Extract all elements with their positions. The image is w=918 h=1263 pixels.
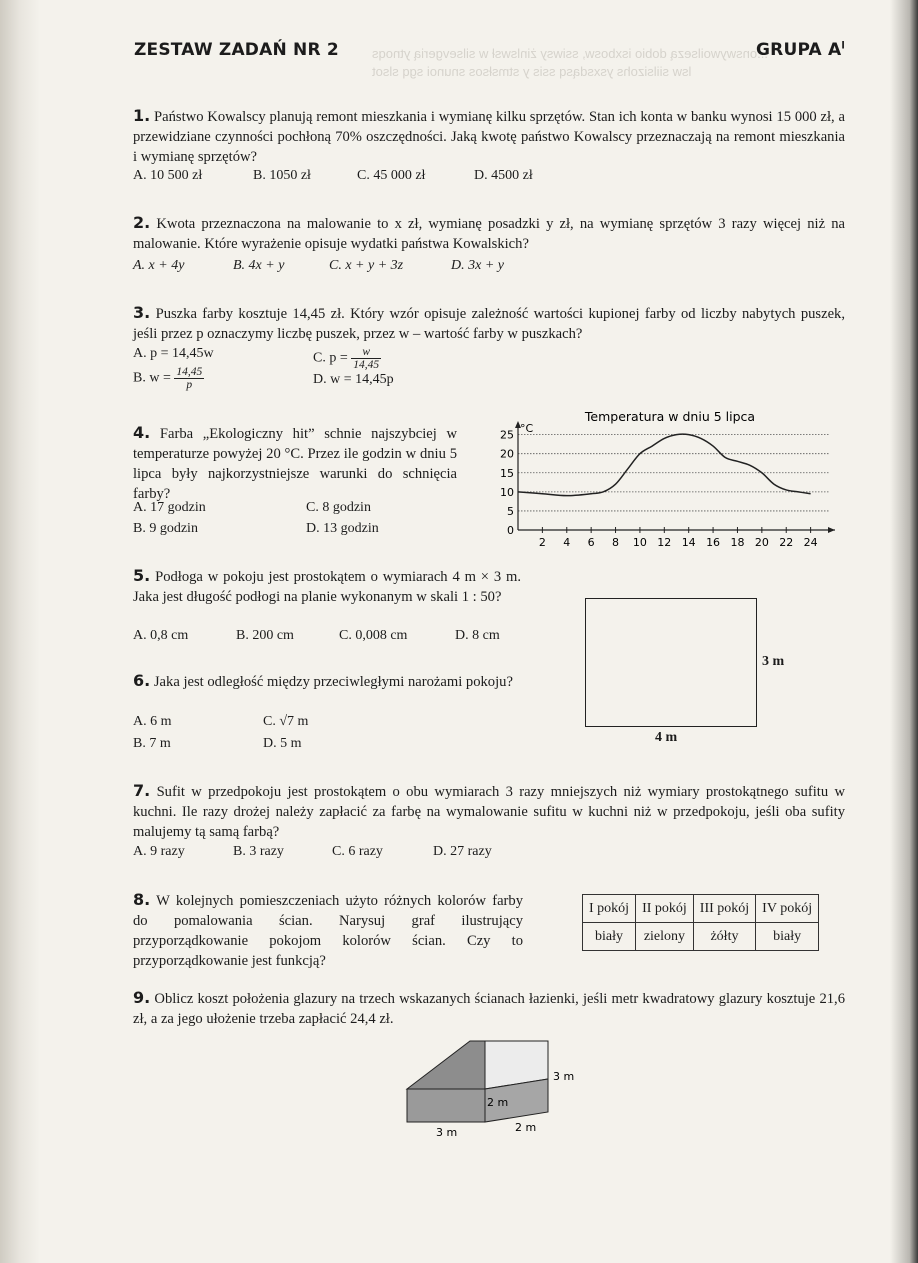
- chart-y-tick-label: 25: [500, 428, 514, 442]
- task-4: [133, 423, 457, 504]
- back-wall-tiled: [407, 1041, 485, 1089]
- table-row: [583, 923, 819, 951]
- room-rectangle: [585, 598, 757, 727]
- task-4-text: Farba „Ekologiczny hit” schnie najszybciej w temperaturze powyżej 20 °C. Przez ile godzin w dniu 5 lipca były najkorzystniejsze warunki do schnięcia farby?: [133, 426, 457, 502]
- table-cell: zielony: [636, 923, 694, 951]
- task-2-option-b[interactable]: B. 4x + y: [233, 258, 285, 273]
- ghost-text-line-1: ...onswywoilsezą dobio isxbosw, ssiwsy żinlswsł w silsevgerią ytnoqs: [372, 46, 768, 61]
- chart-x-tick-label: 20: [754, 536, 769, 549]
- fraction-numerator: w: [351, 346, 381, 359]
- task-5-option-b[interactable]: B. 200 cm: [236, 628, 294, 643]
- group-label-text: GRUPA A: [756, 40, 842, 60]
- task-6-number: 6.: [133, 671, 151, 690]
- group-label: GRUPA $A^l$: [756, 40, 846, 60]
- task-4-option-a[interactable]: A. 17 godzin: [133, 500, 206, 515]
- task-2-number: 2.: [133, 213, 151, 232]
- table-header-row: [583, 895, 819, 923]
- table-cell: żółty: [693, 923, 755, 951]
- task-8-number: 8.: [133, 890, 151, 909]
- chart-x-tick-label: 2: [538, 536, 546, 549]
- task-3: [133, 303, 845, 344]
- task-3-option-b-lhs: B. w =: [133, 370, 171, 386]
- rectangle-width-label: 4 m: [655, 730, 678, 745]
- chart-y-tick-label: 5: [507, 504, 514, 518]
- task-5-option-a[interactable]: A. 0,8 cm: [133, 628, 189, 643]
- task-3-option-b[interactable]: [133, 366, 204, 391]
- task-6-option-a[interactable]: A. 6 m: [133, 714, 172, 729]
- page-title: ZESTAW ZADAŃ NR 2: [134, 40, 339, 60]
- rectangle-height-label: 3 m: [762, 654, 785, 669]
- task-3-text: Puszka farby kosztuje 14,45 zł. Który wzór opisuje zależność wartości kupionej farby od liczby nabytych puszek, jeśli przez p oznaczymy liczbę puszek, przez w – wartość farby w puszkach?: [133, 306, 845, 342]
- task-8-text: W kolejnych pomieszczeniach użyto różnych kolorów farby do pomalowania ścian. Narysuj graf ilustrujący przyporządkowanie pokojom kolorów ścian. Czy to przyporządkowanie jest funkcją?: [133, 893, 523, 969]
- task-1-number: 1.: [133, 106, 151, 125]
- front-wall-tiled: [407, 1089, 485, 1122]
- chart-axes: [515, 421, 835, 533]
- table-cell: biały: [756, 923, 819, 951]
- task-1-option-b[interactable]: B. 1050 zł: [253, 168, 311, 183]
- chart-y-tick-label: 20: [500, 447, 514, 461]
- task-1-text: Państwo Kowalscy planują remont mieszkania i wymianę kilku sprzętów. Stan ich konta w banku wynosi 15 000 zł, a przewidziane czynności pochłoną 70% oszczędności. Jaką kwotę państwo Kowalscy przeznaczają na remont mieszkania i wymianę sprzętów?: [133, 109, 845, 165]
- task-1: [133, 106, 845, 167]
- task-5-option-d[interactable]: D. 8 cm: [455, 628, 500, 643]
- chart-x-tick-label: 14: [681, 536, 696, 549]
- chart-x-axis-arrow: [828, 527, 835, 533]
- chart-x-tick-label: 4: [563, 536, 571, 549]
- task-2-option-a[interactable]: A. x + 4y: [133, 258, 185, 273]
- task-6-option-b[interactable]: B. 7 m: [133, 736, 171, 751]
- chart-gridlines: [518, 435, 829, 511]
- task-1-option-d[interactable]: D. 4500 zł: [474, 168, 533, 183]
- ghost-text-line-2: lsw siilsizohs ysxsdąsq ssis y stmsłsos snunoi sgq slsot: [372, 64, 692, 79]
- chart-title: Temperatura w dniu 5 lipca: [584, 409, 756, 424]
- table-header-cell: II pokój: [636, 895, 694, 923]
- chart-y-axis-label: °C: [520, 422, 534, 435]
- task-5-number: 5.: [133, 566, 151, 585]
- task-5-option-c[interactable]: C. 0,008 cm: [339, 628, 408, 643]
- task-8: [133, 890, 523, 971]
- task-3-number: 3.: [133, 303, 151, 322]
- task-4-number: 4.: [133, 423, 151, 442]
- dimension-label: 2 m: [487, 1096, 509, 1109]
- dimension-label: 3 m: [553, 1070, 575, 1083]
- fraction-numerator: 14,45: [176, 366, 203, 378]
- task-3-option-c-lhs: C. p =: [313, 350, 348, 366]
- temperature-series-line: [518, 434, 811, 496]
- task-7-option-b[interactable]: B. 3 razy: [233, 844, 284, 859]
- table-header-cell: I pokój: [583, 895, 636, 923]
- task-3-option-a[interactable]: A. p = 14,45w: [133, 346, 214, 361]
- dimension-label: 2 m: [515, 1121, 537, 1134]
- chart-x-tick-label: 12: [657, 536, 672, 549]
- task-4-option-b[interactable]: B. 9 godzin: [133, 521, 198, 536]
- task-9: [133, 988, 845, 1029]
- task-7-number: 7.: [133, 781, 151, 800]
- chart-x-tick-label: 22: [779, 536, 794, 549]
- fraction-denominator: p: [186, 379, 193, 391]
- task-3-option-c[interactable]: [313, 346, 381, 371]
- task-1-option-a[interactable]: A. 10 500 zł: [133, 168, 203, 183]
- dimension-label: 3 m: [436, 1126, 458, 1139]
- table-cell: biały: [583, 923, 636, 951]
- task-1-option-c[interactable]: C. 45 000 zł: [357, 168, 426, 183]
- task-4-option-c[interactable]: C. 8 godzin: [306, 500, 371, 515]
- task-5: [133, 566, 521, 607]
- table-header-cell: IV pokój: [756, 895, 819, 923]
- room-color-table: [582, 894, 819, 951]
- chart-x-tick-label: 10: [632, 536, 647, 549]
- task-7-option-c[interactable]: C. 6 razy: [332, 844, 383, 859]
- task-3-option-b-fraction: [174, 366, 204, 391]
- task-6-text: Jaka jest odległość między przeciwległymi narożami pokoju?: [153, 674, 513, 690]
- task-9-number: 9.: [133, 988, 151, 1007]
- chart-y-ticks: [500, 429, 514, 537]
- task-9-text: Oblicz koszt położenia glazury na trzech wskazanych ścianach łazienki, jeśli metr kwadratowy glazury kosztuje 21,6 zł, a za jego ułożenie trzeba zapłacić 24,4 zł.: [133, 991, 845, 1027]
- temperature-chart: [490, 405, 846, 555]
- chart-x-tick-label: 6: [587, 536, 595, 549]
- task-2-text: Kwota przeznaczona na malowanie to x zł, wymianę posadzki y zł, na wymianę sprzętów 3 razy więcej niż na malowanie. Które wyrażenie opisuje wydatki państwa Kowalskich?: [133, 216, 845, 252]
- chart-x-tick-label: 16: [706, 536, 721, 549]
- task-4-option-d[interactable]: D. 13 godzin: [306, 521, 379, 536]
- chart-x-tick-label: 18: [730, 536, 745, 549]
- fraction-denominator: 14,45: [353, 359, 380, 371]
- task-7-text: Sufit w przedpokoju jest prostokątem o obu wymiarach 3 razy mniejszych niż wymiary prostokątnego sufitu w kuchni. Ile razy drożej należy zapłacić za farbę na wymalowanie sufitu w kuchni niż w przedpokoju, jeśli oba sufity malujemy tą samą farbą?: [133, 784, 845, 840]
- bathroom-figure: [400, 1036, 600, 1146]
- task-7: [133, 781, 845, 842]
- page-edge-shadow: [890, 0, 918, 1263]
- task-6: [133, 671, 521, 692]
- chart-y-tick-label: 10: [500, 485, 514, 499]
- task-6-option-d[interactable]: D. 5 m: [263, 736, 302, 751]
- task-7-option-d[interactable]: D. 27 razy: [433, 844, 492, 859]
- task-7-option-a[interactable]: A. 9 razy: [133, 844, 185, 859]
- task-3-option-d[interactable]: D. w = 14,45p: [313, 372, 394, 387]
- table-header-cell: III pokój: [693, 895, 755, 923]
- task-5-text: Podłoga w pokoju jest prostokątem o wymiarach 4 m × 3 m. Jaka jest długość podłogi na planie wykonanym w skali 1 : 50?: [133, 569, 521, 605]
- task-2-option-d[interactable]: D. 3x + y: [451, 258, 504, 273]
- task-3-option-c-fraction: [351, 346, 381, 371]
- task-2-option-c[interactable]: C. x + y + 3z: [329, 258, 404, 273]
- chart-y-tick-label: 15: [500, 466, 514, 480]
- book-spine-shadow: [0, 0, 40, 1263]
- chart-x-tick-label: 8: [612, 536, 620, 549]
- chart-x-tick-label: 24: [803, 536, 818, 549]
- task-6-option-c[interactable]: C. √7 m: [263, 714, 309, 729]
- task-2: [133, 213, 845, 254]
- chart-y-tick-label: 0: [507, 524, 514, 537]
